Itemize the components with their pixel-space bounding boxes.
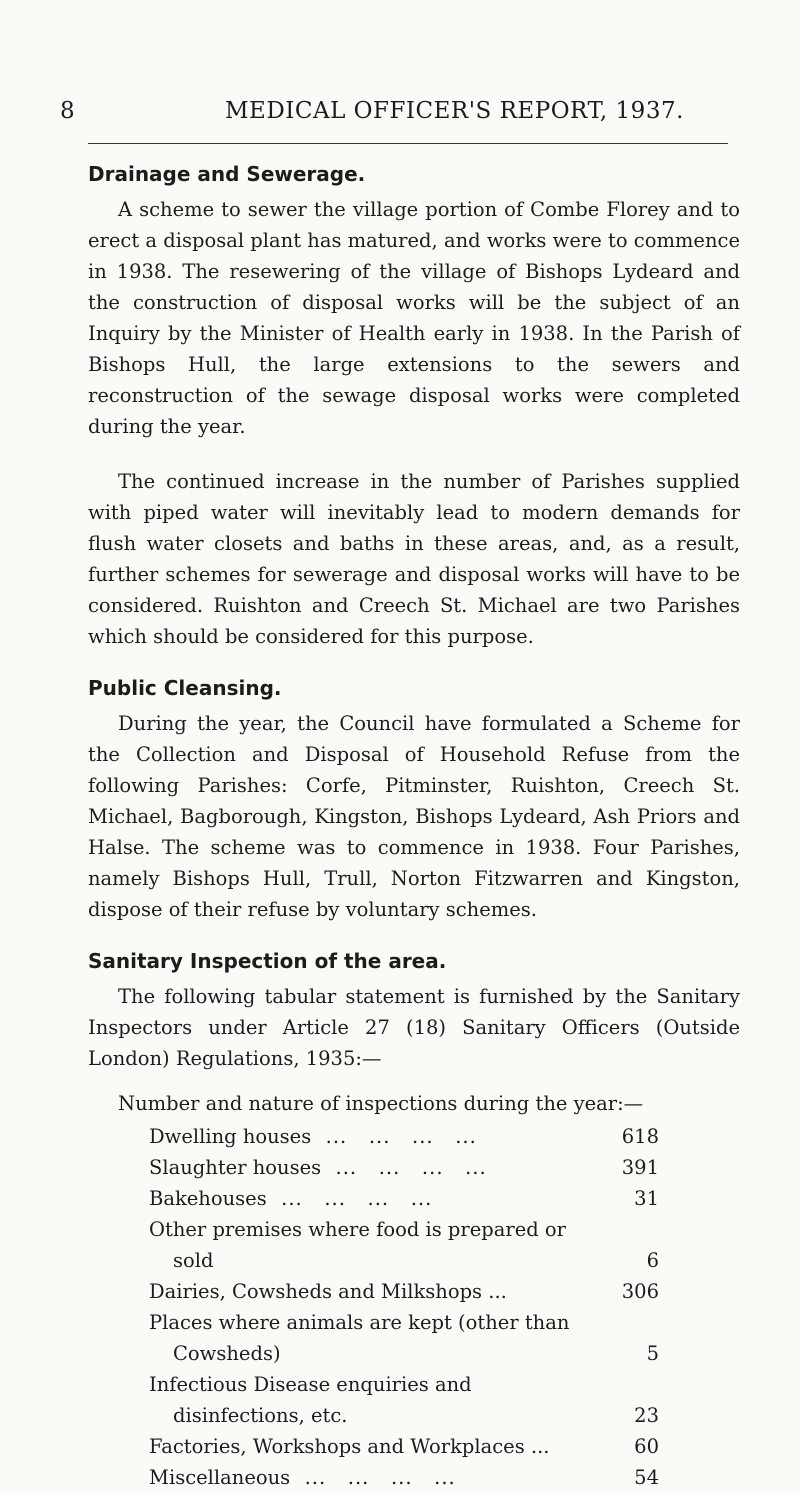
- inspection-count: 60: [634, 1435, 659, 1458]
- inspection-label: Slaughter houses ...: [149, 1156, 487, 1179]
- inspection-label: Dwelling houses ...: [149, 1125, 477, 1148]
- paragraph-drainage-1: A scheme to sewer the village portion of Combe Florey and to erect a disposal plant has matured, and works were to commence in 1938. The resewering of the village of Bishops Lydeard and the construction of disposal works will be the subject of an Inquiry by the Minister of Health early in 1938. In the Parish of Bishops Hull, the large extensions to the sewers and reconstruction of the sewage disposal works were completed during the year.: [88, 198, 740, 438]
- inspection-count: 6: [646, 1249, 659, 1272]
- inspection-row: [149, 1431, 659, 1462]
- paragraph-cleansing-1: During the year, the Council have formulated a Scheme for the Collection and Disposal of Household Refuse from the following Parishes: Corfe, Pitminster, Ruishton, Creech St. Michael, Bagborough, Kingston, Bishops Lydeard, Ash Priors and Halse. The scheme was to commence in 1938. Four Parishes, namely Bishops Hull, Trull, Norton Fitzwarren and Kingston, dispose of their refuse by voluntary schemes.: [88, 712, 740, 921]
- inspection-row: [149, 1369, 659, 1431]
- inspection-row: [149, 1462, 659, 1493]
- section-heading-cleansing: Public Cleansing.: [88, 676, 282, 700]
- inspection-label: Bakehouses ...: [149, 1187, 432, 1210]
- inspection-count: 391: [621, 1156, 659, 1179]
- section-heading-drainage: Drainage and Sewerage.: [88, 162, 366, 186]
- inspection-count: 54: [634, 1466, 659, 1489]
- inspection-label: Dairies, Cowsheds and Milkshops ...: [149, 1280, 507, 1303]
- page-number: 8: [60, 98, 76, 124]
- inspection-label: Miscellaneous ...: [149, 1466, 456, 1489]
- inspection-row: [149, 1307, 659, 1369]
- inspection-count: 306: [621, 1280, 659, 1303]
- inspection-row: [149, 1276, 659, 1307]
- section-heading-inspection: Sanitary Inspection of the area.: [88, 949, 447, 973]
- inspection-row: [149, 1214, 659, 1276]
- inspection-count: 618: [621, 1125, 659, 1148]
- inspection-row: [149, 1121, 659, 1152]
- paragraph-drainage-2: The continued increase in the number of Parishes supplied with piped water will inevitably lead to modern demands for flush water closets and baths in these areas, and, as a result, further schemes for sewerage and disposal works will have to be considered. Ruishton and Creech St. Michael are two Parishes which should be considered for this purpose.: [88, 470, 740, 648]
- body-text: [88, 162, 740, 1493]
- inspection-label: Places where animals are kept (other than Cowsheds): [149, 1311, 570, 1365]
- inspection-count: 23: [634, 1404, 659, 1427]
- inspection-count: 31: [634, 1187, 659, 1210]
- inspection-label: Factories, Workshops and Workplaces ...: [149, 1435, 550, 1458]
- inspection-list-intro: Number and nature of inspections during the year:—: [118, 1092, 644, 1115]
- header-rule: [88, 143, 728, 144]
- inspection-table: [149, 1121, 659, 1493]
- paragraph-inspection-1: The following tabular statement is furnished by the Sanitary Inspectors under Article 27 (18) Sanitary Officers (Outside London) Regulations, 1935:—: [88, 985, 740, 1070]
- inspection-label: Infectious Disease enquiries and disinfections, etc.: [149, 1373, 472, 1427]
- inspection-label: Other premises where food is prepared or sold: [149, 1218, 566, 1272]
- inspection-row: [149, 1152, 659, 1183]
- running-title: MEDICAL OFFICER'S REPORT, 1937.: [225, 98, 684, 124]
- inspection-count: 5: [646, 1342, 659, 1365]
- inspection-row: [149, 1183, 659, 1214]
